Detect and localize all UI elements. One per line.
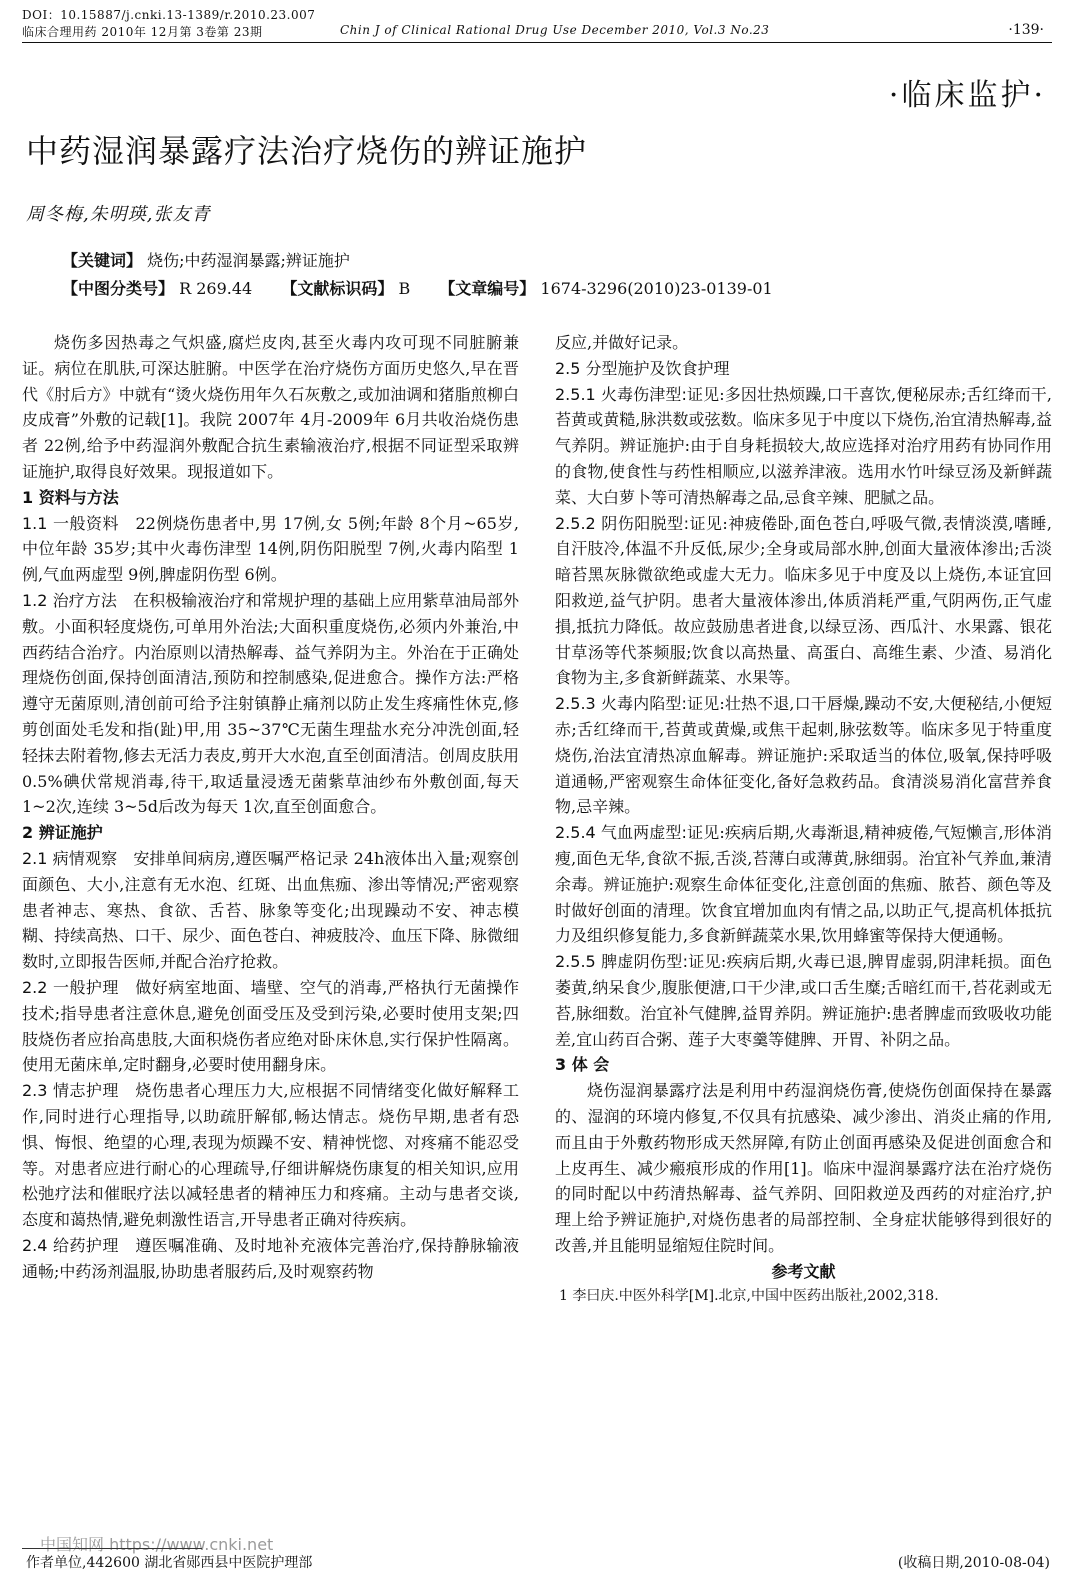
left-column <box>22 330 519 1284</box>
keywords-label: 【关键词】 <box>62 251 143 270</box>
reference-item: 1 李曰庆.中医外科学[M].北京,中国中医药出版社,2002,318. <box>559 1288 939 1305</box>
text-2-5-5: 证见:疾病后期,火毒已退,脾胃虚弱,阴津耗损。面色萎黄,纳呆食少,腹胀便溏,口干少津,或口舌生糜;舌暗红而干,苔花剥或无苔,脉细数。治宜补气健脾,益胃养阴。辨证施护:患者脾虚而致吸收功能差,宜山药百合粥、莲子大枣羹等健脾、开胃、补阴之品。 <box>555 952 1052 1049</box>
paragraph-2-1 <box>22 846 519 975</box>
doc-code-value: B <box>398 279 411 298</box>
text-2-1: 安排单间病房,遵医嘱严格记录 24h液体出入量;观察创面颜色、大小,注意有无水泡、红斑、出血焦痂、渗出等情况;严密观察患者神志、寒热、食欲、舌苔、脉象等变化;出现躁动不安、神志模糊、持续高热、口干、尿少、面色苍白、神疲肢冷、血压下降、脉微细数时,立即报告医师,并配合治疗抢救。 <box>22 848 519 972</box>
clc-value: R 269.44 <box>179 279 253 298</box>
paragraph-2-5-2 <box>555 511 1052 692</box>
paragraph-1-1 <box>22 511 519 588</box>
paragraph-2-3 <box>22 1078 519 1233</box>
text-2-5-3: 证见:壮热不退,口干唇燥,躁动不安,大便秘结,小便短赤;舌红绛而干,苔黄或黄燥,或焦干起刺,脉弦数等。临床多见于特重度烧伤,治法宜清热凉血解毒。辨证施护:采取适当的体位,吸氧,保持呼吸道通畅,严密观察生命体征变化,备好急救药品。食清淡易消化富营养食物,忌辛辣。 <box>555 694 1052 817</box>
paragraph-2-5-3 <box>555 691 1052 820</box>
text-2-5-1: 证见:多因壮热烦躁,口干喜饮,便秘尿赤;舌红绛而干,苔黄或黄糙,脉洪数或弦数。临床多见于中度以下烧伤,治宜清热解毒,益气养阴。辨证施护:由于自身耗损较大,故应选择对治疗用药有协同作用的食物,使食性与药性相顺应,以滋养津液。选用水竹叶绿豆汤及新鲜蔬菜、大白萝卜等可清热解毒之品,忌食辛辣、肥腻之品。 <box>555 384 1052 507</box>
paragraph-1-2 <box>22 588 519 820</box>
keywords-line <box>62 248 350 271</box>
heading-2-5-1: 2.5.1 火毒伤津型: <box>555 384 687 404</box>
heading-2-3: 2.3 情志护理 <box>22 1081 119 1101</box>
intro-paragraph: 烧伤多因热毒之气炽盛,腐烂皮肉,甚至火毒内攻可现不同脏腑兼证。病位在肌肤,可深达脏腑。中医学在治疗烧伤方面历史悠久,早在晋代《肘后方》中就有“烫火烧伤用年久石灰敷之,或加油调和猪脂煎柳白皮成膏”外敷的记载[1]。我院 2007年 4月-2009年 6月共收治烧伤患者 22例,给予中药湿润外敷配合抗生素输液治疗,根据不同证型采取辨证施护,取得良好效果。现报道如下。 <box>22 333 519 481</box>
right-column <box>555 330 1052 1310</box>
heading-2-5-4: 2.5.4 气血两虚型: <box>555 823 687 843</box>
text-1-2: 在积极输液治疗和常规护理的基础上应用紫草油局部外敷。小面积轻度烧伤,可单用外治法;大面积重度烧伤,必须内外兼治,中西药结合治疗。内治原则以清热解毒、益气养阴为主。外治在于正确处理烧伤创面,保持创面清洁,预防和控制感染,促进愈合。操作方法:严格遵守无菌原则,清创前可给予注射镇静止痛剂以防止发生疼痛性休克,修剪创面处毛发和指(趾)甲,用 35~37℃无菌生理盐水充分冲洗创面,轻轻抹去附着物,修去无活力表皮,剪开大水泡,直至创面清洁。创周皮肤用 0.5%碘伏常规消毒,待干,取适量浸透无菌紫草油纱布外敷创面,每天 1~2次,连续 3~5d后改为每天 1次,直至创面愈合。 <box>22 590 519 817</box>
text-2-5-4: 证见:疾病后期,火毒渐退,精神疲倦,气短懒言,形体消瘦,面色无华,食欲不振,舌淡,苔薄白或薄黄,脉细弱。治宜补气养血,兼清余毒。辨证施护:观察生命体征变化,注意创面的焦痂、脓苔、颜色等及时做好创面的清理。饮食宜增加血肉有情之品,以助正气,提高机体抵抗力及组织修复能力,多食新鲜蔬菜水果,饮用蜂蜜等保持大便通畅。 <box>555 823 1052 946</box>
heading-section-2: 2 辨证施护 <box>22 823 103 843</box>
heading-2-5-5: 2.5.5 脾虚阴伤型: <box>555 952 688 972</box>
paragraph-2-5-4 <box>555 820 1052 949</box>
keywords-text: 烧伤;中药湿润暴露;辨证施护 <box>147 251 350 270</box>
references-heading: 参考文献 <box>771 1261 836 1281</box>
heading-2-5-3: 2.5.3 火毒内陷型: <box>555 694 687 714</box>
heading-section-1: 1 资料与方法 <box>22 487 119 507</box>
text-2-5-2: 证见:神疲倦卧,面色苍白,呼吸气微,表情淡漠,嗜睡,自汗肢冷,体温不升反低,尿少;全身或局部水肿,创面大量液体渗出;舌淡暗苔黑灰脉微欲绝或虚大无力。临床多见于中度及以上烧伤,本证宜回阳救逆,益气护阴。患者大量液体渗出,体质消耗严重,气阴两伤,正气虚損,抵抗力降低。故应鼓励患者进食,以绿豆汤、西瓜汁、水果露、银花甘草汤等代茶频服;饮食以高热量、高蛋白、高维生素、少渣、易消化食物为主,多食新鲜蔬菜、水果等。 <box>555 513 1052 688</box>
heading-2-2: 2.2 一般护理 <box>22 977 119 997</box>
author-affiliation: 作者单位,442600 湖北省郧西县中医院护理部 <box>26 1555 313 1571</box>
page-number: ·139· <box>1008 22 1044 38</box>
paragraph-2-2 <box>22 975 519 1078</box>
heading-2-1: 2.1 病情观察 <box>22 848 118 868</box>
heading-2-4: 2.4 给药护理 <box>22 1235 119 1255</box>
journal-info-cn: 临床合理用药 2010年 12月第 3卷第 23期 <box>22 25 263 39</box>
text-2-4: 遵医嘱准确、及时地补充液体完善治疗,保持静脉输液通畅;中药汤剂温服,协助患者服药后,及时观察药物 <box>22 1235 519 1281</box>
article-id-label: 【文章编号】 <box>439 279 536 298</box>
heading-2-5: 2.5 分型施护及饮食护理 <box>555 358 730 378</box>
article-title: 中药湿润暴露疗法治疗烧伤的辨证施护 <box>26 132 588 170</box>
heading-1-1: 1.1 一般资料 <box>22 513 119 533</box>
discussion-paragraph: 烧伤湿润暴露疗法是利用中药湿润烧伤膏,使烧伤创面保持在暴露的、湿润的环境内修复,不仅具有抗感染、减少渗出、消炎止痛的作用,而且由于外敷药物形成天然屏障,有防止创面再感染及促进创面愈合和上皮再生、减少瘢痕形成的作用[1]。临床中湿润暴露疗法在治疗烧伤的同时配以中药清热解毒、益气养阴、回阳救逆及西药的对症治疗,护理上给予辨证施护,对烧伤患者的局部控制、全身症状能够得到很好的改善,并且能明显缩短住院时间。 <box>555 1081 1052 1255</box>
text-2-2: 做好病室地面、墙壁、空气的消毒,严格执行无菌操作技术;指导患者注意休息,避免创面受压及受到污染,必要时使用支架;四肢烧伤者应抬高患肢,大面积烧伤者应绝对卧床休息,实行保护性隔离。使用无菌床单,定时翻身,必要时使用翻身床。 <box>22 977 519 1075</box>
header-rule <box>22 42 1052 43</box>
authors: 周冬梅,朱明瑛,张友青 <box>26 204 211 225</box>
paragraph-2-5-1 <box>555 382 1052 511</box>
doi-line: DOI：10.15887/j.cnki.13-1389/r.2010.23.007 <box>22 8 316 22</box>
footnote-rule <box>22 1548 202 1549</box>
paragraph-2-4 <box>22 1233 519 1285</box>
heading-2-5-2: 2.5.2 阴伤阳脱型: <box>555 513 689 533</box>
section-tag: ·临床监护· <box>888 78 1046 113</box>
received-date: (收稿日期,2010-08-04) <box>897 1555 1050 1571</box>
journal-info-en: Chin J of Clinical Rational Drug Use December 2010, Vol.3 No.23 <box>340 23 770 37</box>
classification-line <box>62 276 773 299</box>
heading-1-2: 1.2 治疗方法 <box>22 590 117 610</box>
text-2-3: 烧伤患者心理压力大,应根据不同情绪变化做好解释工作,同时进行心理指导,以助疏肝解郁,畅达情志。烧伤早期,患者有恐惧、悔恨、绝望的心理,表现为烦躁不安、精神恍惚、对疼痛不能忍受等。对患者应进行耐心的心理疏导,仔细讲解烧伤康复的相关知识,应用松弛疗法和催眠疗法以减轻患者的精神压力和疼痛。主动与患者交谈,态度和蔼热情,避免刺激性语言,开导患者正确对待疾病。 <box>22 1081 519 1230</box>
doc-code-label: 【文献标识码】 <box>281 279 394 298</box>
paragraph-2-5-5 <box>555 949 1052 1052</box>
clc-label: 【中图分类号】 <box>62 279 175 298</box>
article-id-value: 1674-3296(2010)23-0139-01 <box>540 279 773 298</box>
cnki-watermark: 中国知网 https://www.cnki.net <box>40 1535 274 1554</box>
heading-section-3: 3 体 会 <box>555 1055 610 1075</box>
continuation-text: 反应,并做好记录。 <box>555 333 689 352</box>
text-1-1: 22例烧伤患者中,男 17例,女 5例;年龄 8个月~65岁,中位年龄 35岁;其中火毒伤津型 14例,阴伤阳脱型 7例,火毒内陷型 1例,气血两虚型 9例,脾虚阴伤型 6例。 <box>22 513 519 585</box>
